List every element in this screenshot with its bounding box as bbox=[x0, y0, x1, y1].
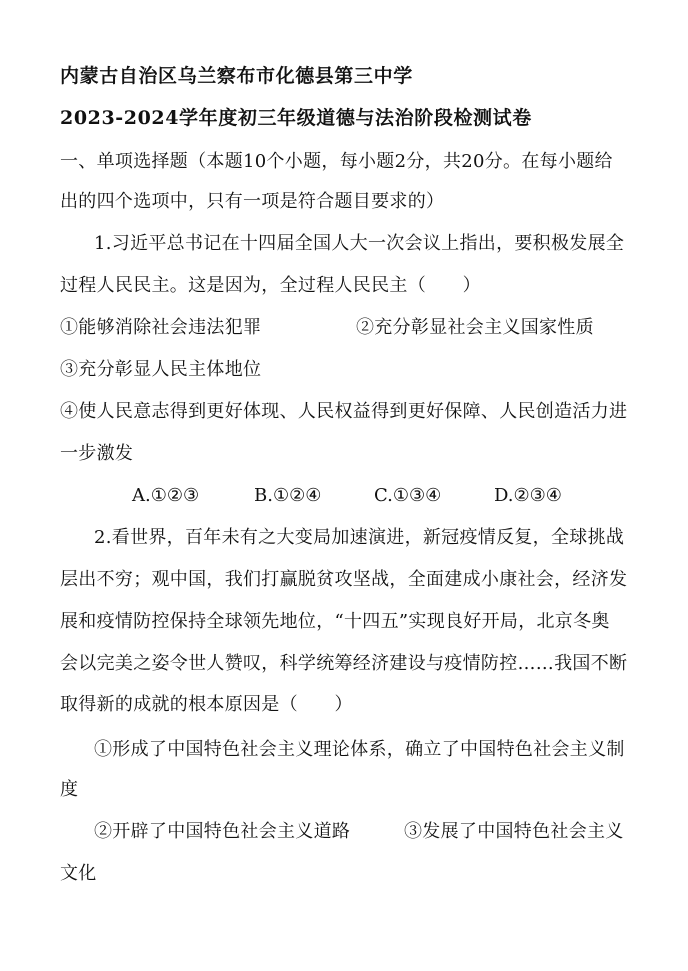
q2-item-2: ②开辟了中国特色社会主义道路 bbox=[94, 821, 351, 842]
exam-title: 2023-2024学年度初三年级道德与法治阶段检测试卷 bbox=[60, 107, 532, 129]
q1-item-4-line-2: 一步激发 bbox=[60, 443, 134, 464]
q1-stem-line-2: 过程人民民主。这是因为，全过程人民民主（ ） bbox=[60, 275, 481, 296]
q2-item-3-line-2: 文化 bbox=[60, 863, 97, 884]
q1-item-2: ②充分彰显社会主义国家性质 bbox=[356, 317, 594, 338]
q1-item-1: ①能够消除社会违法犯罪 bbox=[60, 317, 262, 338]
q2-item-3-line-1: ③发展了中国特色社会主义 bbox=[404, 821, 624, 842]
q2-stem-line-4: 会以完美之姿令世人赞叹，科学统筹经济建设与疫情防控……我国不断 bbox=[60, 653, 628, 674]
q2-stem-line-1: 2.看世界，百年未有之大变局加速演进，新冠疫情反复，全球挑战 bbox=[94, 527, 625, 548]
q2-item-1-line-1: ①形成了中国特色社会主义理论体系，确立了中国特色社会主义制 bbox=[94, 739, 625, 760]
section-heading-line-1: 一、单项选择题（本题10个小题，每小题2分，共20分。在每小题给 bbox=[60, 151, 613, 172]
section-heading-line-2: 出的四个选项中，只有一项是符合题目要求的） bbox=[60, 191, 445, 212]
q2-stem-line-2: 层出不穷；观中国，我们打赢脱贫攻坚战，全面建成小康社会，经济发 bbox=[60, 569, 628, 590]
q1-option-c: C.①③④ bbox=[374, 485, 442, 506]
q2-stem-line-5: 取得新的成就的根本原因是（ ） bbox=[60, 694, 353, 715]
q1-item-4-line-1: ④使人民意志得到更好体现、人民权益得到更好保障、人民创造活力进 bbox=[60, 401, 628, 422]
school-title: 内蒙古自治区乌兰察布市化德县第三中学 bbox=[60, 65, 413, 87]
q1-stem-line-1: 1.习近平总书记在十四届全国人大一次会议上指出，要积极发展全 bbox=[94, 233, 625, 254]
q2-stem-line-3: 展和疫情防控保持全球领先地位，“十四五”实现良好开局，北京冬奥 bbox=[60, 611, 610, 632]
q1-item-3: ③充分彰显人民主体地位 bbox=[60, 359, 262, 380]
q1-option-b: B.①②④ bbox=[254, 485, 322, 506]
q2-item-1-line-2: 度 bbox=[60, 779, 79, 800]
q1-option-d: D.②③④ bbox=[494, 485, 562, 506]
q1-option-a: A.①②③ bbox=[132, 485, 200, 506]
